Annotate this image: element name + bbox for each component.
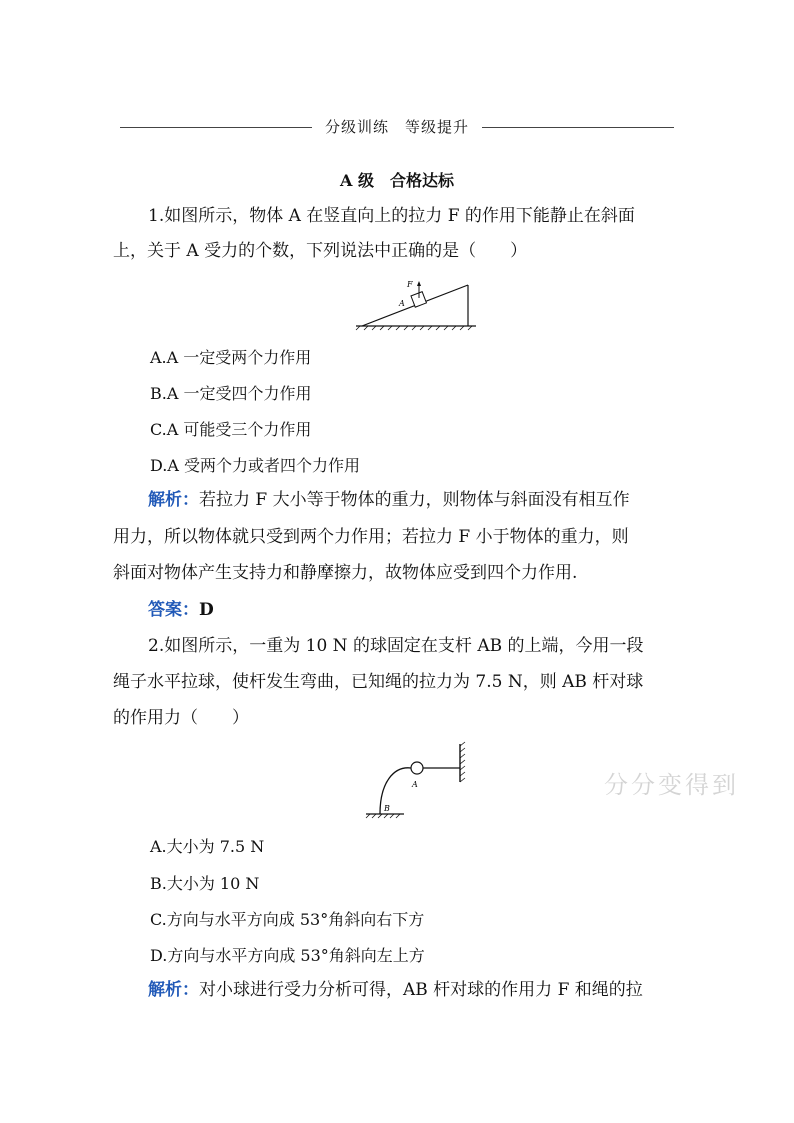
- incline-figure: [350, 276, 490, 332]
- q1-stem-line1: 1.如图所示，物体 A 在竖直向上的拉力 F 的作用下能静止在斜面: [148, 206, 635, 226]
- q2-option-d: D.方向与水平方向成 53°角斜向左上方: [150, 946, 425, 965]
- q1-option-b: B.A 一定受四个力作用: [150, 384, 312, 403]
- q1-analysis-line1: 解析：若拉力 F 大小等于物体的重力，则物体与斜面没有相互作: [148, 490, 630, 510]
- q1-option-c: C.A 可能受三个力作用: [150, 420, 312, 439]
- force-f-arrowhead: [417, 281, 421, 286]
- ground-hatching: [356, 326, 472, 330]
- section-title: A 级 合格达标: [340, 171, 454, 190]
- q2-stem-line3: 的作用力（ ）: [113, 708, 249, 728]
- label-a: A: [412, 780, 418, 789]
- page-header: 分级训练 等级提升: [324, 118, 469, 136]
- label-f: F: [407, 280, 413, 289]
- q1-stem-line2: 上，关于 A 受力的个数，下列说法中正确的是（ ）: [113, 241, 528, 261]
- q1-analysis-line2: 用力，所以物体就只受到两个力作用；若拉力 F 小于物体的重力，则: [113, 527, 629, 547]
- q2-analysis-label: 解析：: [148, 980, 199, 1000]
- label-b: B: [384, 804, 390, 813]
- wall-hatching: [460, 742, 465, 782]
- ball: [411, 762, 423, 774]
- q2-stem-line1: 2.如图所示，一重为 10 N 的球固定在支杆 AB 的上端，今用一段: [148, 636, 644, 656]
- q1-option-a: A.A 一定受两个力作用: [150, 348, 312, 367]
- q2-option-b: B.大小为 10 N: [150, 874, 260, 893]
- q2-option-c: C.方向与水平方向成 53°角斜向右下方: [150, 910, 425, 929]
- label-a: A: [399, 299, 405, 308]
- q1-analysis-label: 解析：: [148, 490, 199, 510]
- q1-analysis-line3: 斜面对物体产生支持力和静摩擦力，故物体应受到四个力作用.: [113, 563, 578, 583]
- q2-analysis-line1: 解析：对小球进行受力分析可得，AB 杆对球的作用力 F 和绳的拉: [148, 980, 643, 1000]
- q1-option-d: D.A 受两个力或者四个力作用: [150, 456, 360, 475]
- q1-answer-label: 答案：: [148, 600, 199, 620]
- q2-option-a: A.大小为 7.5 N: [150, 837, 265, 856]
- watermark: 分分变得到: [604, 771, 739, 799]
- q1-answer: 答案：D: [148, 600, 214, 620]
- q2-stem-line2: 绳子水平拉球，使杆发生弯曲，已知绳的拉力为 7.5 N，则 AB 杆对球: [113, 672, 644, 692]
- header-rule-right: [482, 127, 674, 128]
- rod-figure: [360, 740, 480, 824]
